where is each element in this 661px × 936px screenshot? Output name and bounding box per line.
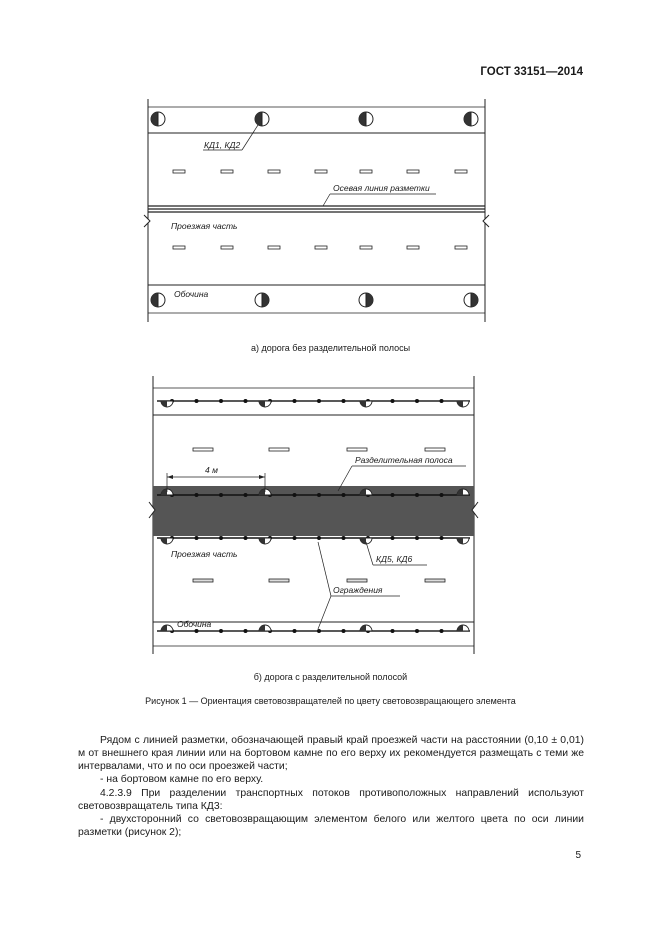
reflector-kd-colored-half xyxy=(161,538,167,544)
barrier-post xyxy=(415,536,419,540)
barrier-post xyxy=(195,399,199,403)
barrier-post xyxy=(342,493,346,497)
barrier-post xyxy=(317,399,321,403)
reflector-top-row xyxy=(151,112,478,126)
barrier-post xyxy=(293,629,297,633)
lower-dashes xyxy=(173,246,467,249)
barrier-post xyxy=(219,629,223,633)
label-roadway-b: Проезжая часть xyxy=(171,549,238,559)
reflector-kd-colored-half xyxy=(259,625,265,631)
barrier-post xyxy=(195,536,199,540)
figure-caption: Рисунок 1 — Ориентация световозвращателей по цвету световозвращающего элемента xyxy=(145,696,516,706)
paragraph-2: - на бортовом камне по его верху. xyxy=(100,774,264,785)
label-4m: 4 м xyxy=(205,465,218,475)
barrier-post xyxy=(244,493,248,497)
barrier-post xyxy=(317,493,321,497)
upper-dashes xyxy=(173,170,467,173)
reflector-kd-colored-half xyxy=(360,538,366,544)
reflector-kd-colored-half xyxy=(360,625,366,631)
barrier-post xyxy=(415,399,419,403)
label-axis-line: Осевая линия разметки xyxy=(333,183,430,193)
label-divider: Разделительная полоса xyxy=(355,455,453,465)
barrier-post xyxy=(195,493,199,497)
barrier-post xyxy=(219,493,223,497)
figure-a-diagram xyxy=(0,0,661,340)
reflector-kd-colored-half xyxy=(457,401,463,407)
caption-a: а) дорога без разделительной полосы xyxy=(250,343,411,353)
barrier-post xyxy=(342,536,346,540)
barrier-post xyxy=(440,536,444,540)
barrier-post xyxy=(244,536,248,540)
barrier-post xyxy=(391,536,395,540)
barrier-post xyxy=(317,629,321,633)
paragraph-3: 4.2.3.9 При разделении транспортных потоков противоположных направлений используют световозвращатель типа КД3: xyxy=(78,788,584,812)
reflector-kd-colored-half xyxy=(457,538,463,544)
reflector-kd-colored-half xyxy=(457,625,463,631)
figure-b-diagram xyxy=(0,370,661,670)
barrier-post xyxy=(415,493,419,497)
barrier-post xyxy=(293,493,297,497)
barrier-post xyxy=(219,399,223,403)
barrier-post xyxy=(244,629,248,633)
reflector-kd-colored-half xyxy=(259,538,265,544)
barrier-post xyxy=(415,629,419,633)
barrier-post xyxy=(244,399,248,403)
page-number: 5 xyxy=(575,850,581,861)
reflector-kd-colored-half xyxy=(259,401,265,407)
barrier-post xyxy=(317,536,321,540)
label-barriers: Ограждения xyxy=(333,585,383,595)
label-shoulder-b: Обочина xyxy=(177,619,212,629)
label-kd12: КД1, КД2 xyxy=(204,140,241,150)
barrier-post xyxy=(440,399,444,403)
barrier-post xyxy=(391,493,395,497)
barrier-post xyxy=(391,629,395,633)
barrier-post xyxy=(293,536,297,540)
paragraph-4: - двухсторонний со световозвращающим элементом белого или желтого цвета по оси линии разметки (рисунок 2); xyxy=(78,814,584,838)
barrier-post xyxy=(440,629,444,633)
barrier-post xyxy=(219,536,223,540)
label-roadway-a: Проезжая часть xyxy=(171,221,238,231)
reflector-kd-colored-half xyxy=(161,625,167,631)
lower-dashes-b xyxy=(193,579,445,582)
paragraph-1: Рядом с линией разметки, обозначающей правый край проезжей части на расстоянии (0,10 ± 0,01) м от внешнего края линии или на бортовом камне по его верху их рекомендуется размещать с теми же интервалами, что и по оси проезжей части; xyxy=(78,735,584,772)
reflector-kd-colored-half xyxy=(161,401,167,407)
divider-strip xyxy=(153,486,474,536)
caption-b: б) дорога с разделительной полосой xyxy=(253,672,408,682)
gost-code: ГОСТ 33151—2014 xyxy=(480,66,583,78)
barrier-post xyxy=(293,399,297,403)
label-kd56: КД5, КД6 xyxy=(376,554,413,564)
barrier-post xyxy=(195,629,199,633)
reflector-kd-colored-half xyxy=(360,401,366,407)
barrier-post xyxy=(342,629,346,633)
axis-marking-band xyxy=(148,206,485,212)
barrier-post xyxy=(342,399,346,403)
barrier-post xyxy=(391,399,395,403)
barrier-post xyxy=(440,493,444,497)
upper-dashes-b xyxy=(193,448,445,451)
label-shoulder-a: Обочина xyxy=(174,289,209,299)
